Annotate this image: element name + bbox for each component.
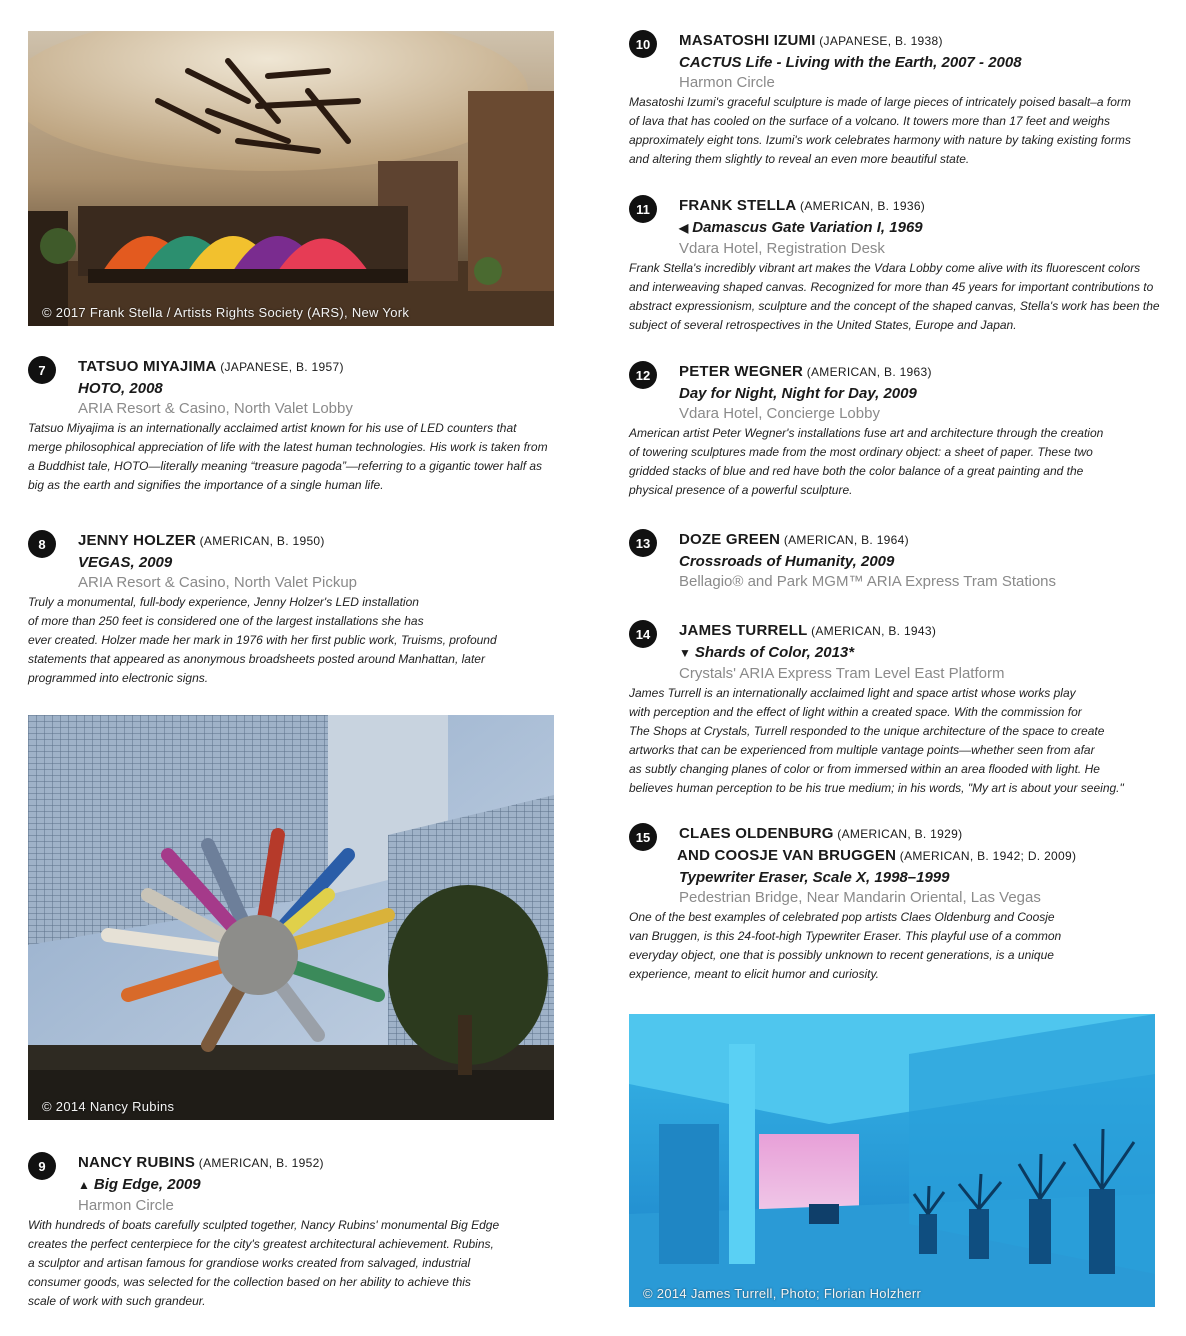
desc-line: ever created. Holzer made her mark in 1976 with her first public work, Truisms, profound — [28, 633, 497, 647]
desc-line: statements that appeared as anonymous broadsheets posted around Manhattan, later — [28, 652, 485, 666]
artist-nationality: (JAPANESE, B. 1957) — [216, 360, 344, 374]
artwork-title: Crossroads of Humanity, 2009 — [679, 553, 895, 570]
arrow-up-icon: ▲ — [78, 1178, 90, 1192]
artist-nationality: (AMERICAN, B. 1952) — [195, 1156, 324, 1170]
lobby-photo-credit: © 2017 Frank Stella / Artists Rights Society (ARS), New York — [42, 305, 410, 320]
artwork-location: Bellagio® and Park MGM™ ARIA Express Tram Stations — [679, 573, 1057, 590]
artwork-title: Damascus Gate Variation I, 1969 — [692, 219, 923, 236]
shards-of-color-photo-image — [629, 1014, 1155, 1307]
artwork-location: Harmon Circle — [78, 1197, 174, 1214]
artist-name: MASATOSHI IZUMI — [679, 32, 816, 49]
desc-line: everyday object, one that is possibly unknown to recent generations, is a unique — [629, 948, 1054, 962]
desc-line: van Bruggen, is this 24-foot-high Typewriter Eraser. This playful use of a common — [629, 929, 1062, 943]
desc-line: and interweaving shaped canvas. Recognized for more than 45 years for important contributions to — [629, 280, 1154, 294]
entry-number-badge: 15 — [629, 823, 657, 851]
artist-name: CLAES OLDENBURG — [679, 825, 834, 842]
artwork-description — [629, 259, 1169, 335]
artist-name: DOZE GREEN — [679, 531, 781, 548]
entry-number-badge: 14 — [629, 620, 657, 648]
arrow-left-icon: ◀ — [679, 221, 689, 235]
artwork-description — [629, 424, 1169, 500]
entry-number-badge: 11 — [629, 195, 657, 223]
artwork-title: Big Edge, 2009 — [93, 1176, 201, 1193]
desc-line: and altering them slightly to reveal an even more beautiful state. — [629, 152, 970, 166]
artist-name: NANCY RUBINS — [78, 1154, 196, 1171]
artwork-title: Typewriter Eraser, Scale X, 1998–1999 — [679, 869, 950, 886]
lobby-photo-image — [28, 31, 554, 326]
desc-line: programmed into electronic signs. — [28, 671, 209, 685]
artwork-title: VEGAS, 2009 — [78, 554, 173, 571]
desc-line: Frank Stella's incredibly vibrant art makes the Vdara Lobby come alive with its fluorescent colors — [629, 261, 1141, 275]
artwork-title: Day for Night, Night for Day, 2009 — [679, 385, 917, 402]
desc-line: abstract expressionism, sculpture and the concept of the shaped canvas, Stella's work has been the — [629, 299, 1160, 313]
desc-line: experience, meant to elicit humor and curiosity. — [629, 967, 879, 981]
desc-line: With hundreds of boats carefully sculpted together, Nancy Rubins' monumental Big Edge — [28, 1218, 500, 1232]
artwork-location: ARIA Resort & Casino, North Valet Pickup — [78, 574, 358, 591]
artwork-description — [28, 593, 568, 688]
desc-line: artworks that can be experienced from multiple vantage points—whether seen from afar — [629, 743, 1095, 757]
entry-number-badge: 9 — [28, 1152, 56, 1180]
entry-number-badge: 13 — [629, 529, 657, 557]
artwork-entry-10 — [629, 30, 1169, 169]
artist-nationality: (AMERICAN, B. 1943) — [807, 624, 937, 638]
artwork-description — [629, 908, 1169, 984]
desc-line: gridded stacks of blue and red have both the color balance of a great painting and the — [629, 464, 1084, 478]
artist-name: PETER WEGNER — [679, 363, 804, 380]
artwork-description — [629, 93, 1169, 169]
desc-line: James Turrell is an internationally acclaimed light and space artist whose works play — [629, 686, 1076, 700]
artwork-description — [629, 684, 1169, 798]
artwork-location: Vdara Hotel, Concierge Lobby — [679, 405, 880, 422]
artwork-entry-14 — [629, 620, 1169, 798]
artist-name: JAMES TURRELL — [679, 622, 808, 639]
desc-line: of towering sculptures made from the most ordinary object: a sheet of paper. These two — [629, 445, 1093, 459]
artwork-entry-11 — [629, 195, 1169, 335]
artist-name: TATSUO MIYAJIMA — [78, 358, 217, 375]
desc-line: Tatsuo Miyajima is an internationally acclaimed artist known for his use of LED counters that — [28, 421, 517, 435]
artist-nationality-second: (AMERICAN, B. 1942; D. 2009) — [896, 849, 1077, 863]
shards-of-color-photo — [629, 1014, 1155, 1307]
desc-line: merge philosophical appreciation of life with the latest human technologies. His work is taken from — [28, 440, 548, 454]
desc-line: One of the best examples of celebrated pop artists Claes Oldenburg and Coosje — [629, 910, 1055, 924]
artwork-entry-9 — [28, 1152, 568, 1311]
artwork-location: ARIA Resort & Casino, North Valet Lobby — [78, 400, 353, 417]
desc-line: with perception and the effect of light within a created space. With the commission for — [629, 705, 1082, 719]
big-edge-photo-image — [28, 715, 554, 1120]
artist-name-second: AND COOSJE VAN BRUGGEN — [677, 847, 897, 864]
artwork-description — [28, 419, 568, 495]
artist-nationality: (AMERICAN, B. 1964) — [780, 533, 909, 547]
desc-line: The Shops at Crystals, Turrell responded to the unique architecture of the space to create — [629, 724, 1105, 738]
desc-line: of more than 250 feet is considered one of the largest installations she has — [28, 614, 424, 628]
artist-nationality: (JAPANESE, B. 1938) — [815, 34, 943, 48]
entry-number-badge: 8 — [28, 530, 56, 558]
artwork-location: Pedestrian Bridge, Near Mandarin Oriental, Las Vegas — [679, 889, 1041, 906]
artwork-entry-13 — [629, 529, 1169, 592]
desc-line: a Buddhist tale, HOTO—literally meaning “treasure pagoda”—referring to a gigantic tower half as — [28, 459, 543, 473]
artwork-entry-15 — [629, 823, 1169, 984]
shards-of-color-photo-credit: © 2014 James Turrell, Photo; Florian Holzherr — [643, 1286, 922, 1301]
artwork-description — [28, 1216, 568, 1311]
artwork-location: Vdara Hotel, Registration Desk — [679, 240, 885, 257]
desc-line: Masatoshi Izumi's graceful sculpture is made of large pieces of intricately poised basalt–a form — [629, 95, 1131, 109]
desc-line: consumer goods, was selected for the collection based on her ability to achieve this — [28, 1275, 471, 1289]
desc-line: approximately eight tons. Izumi's work celebrates harmony with nature by taking existing forms — [629, 133, 1131, 147]
artist-name: FRANK STELLA — [679, 197, 797, 214]
desc-line: creates the perfect centerpiece for the city's greatest architectural achievement. Rubins, — [28, 1237, 494, 1251]
big-edge-photo-credit: © 2014 Nancy Rubins — [42, 1099, 175, 1114]
artist-name: JENNY HOLZER — [78, 532, 196, 549]
desc-line: as subtly changing planes of color or from immersed within an area flooded with light. He — [629, 762, 1100, 776]
artwork-title: HOTO, 2008 — [78, 380, 163, 397]
artwork-entry-7 — [28, 356, 568, 495]
desc-line: a sculptor and artisan famous for grandiose works created from salvaged, industrial — [28, 1256, 471, 1270]
artist-nationality: (AMERICAN, B. 1963) — [803, 365, 932, 379]
artwork-title: CACTUS Life - Living with the Earth, 2007 - 2008 — [679, 54, 1022, 71]
big-edge-photo — [28, 715, 554, 1120]
artwork-location: Crystals' ARIA Express Tram Level East Platform — [679, 665, 1005, 682]
desc-line: American artist Peter Wegner's installations fuse art and architecture through the creation — [629, 426, 1104, 440]
artist-nationality: (AMERICAN, B. 1929) — [833, 827, 963, 841]
desc-line: Truly a monumental, full-body experience, Jenny Holzer's LED installation — [28, 595, 419, 609]
desc-line: scale of work with such grandeur. — [28, 1294, 206, 1308]
desc-line: subject of several retrospectives in the United States, Europe and Japan. — [629, 318, 1017, 332]
artist-nationality: (AMERICAN, B. 1936) — [796, 199, 926, 213]
entry-number-badge: 10 — [629, 30, 657, 58]
desc-line: believes human perception to be his true medium; in his words, "My art is about your seeing." — [629, 781, 1124, 795]
entry-number-badge: 7 — [28, 356, 56, 384]
artwork-entry-12 — [629, 361, 1169, 500]
desc-line: of lava that has cooled on the surface of a volcano. It towers more than 17 feet and weighs — [629, 114, 1110, 128]
artwork-title: Shards of Color, 2013* — [694, 644, 855, 661]
desc-line: physical presence of a powerful sculpture. — [629, 483, 853, 497]
artist-nationality: (AMERICAN, B. 1950) — [195, 534, 325, 548]
arrow-down-icon: ▼ — [679, 646, 691, 660]
desc-line: big as the earth and signifies the importance of a single human life. — [28, 478, 384, 492]
artwork-location: Harmon Circle — [679, 74, 775, 91]
entry-number-badge: 12 — [629, 361, 657, 389]
artwork-entry-8 — [28, 530, 568, 688]
lobby-photo — [28, 31, 554, 326]
